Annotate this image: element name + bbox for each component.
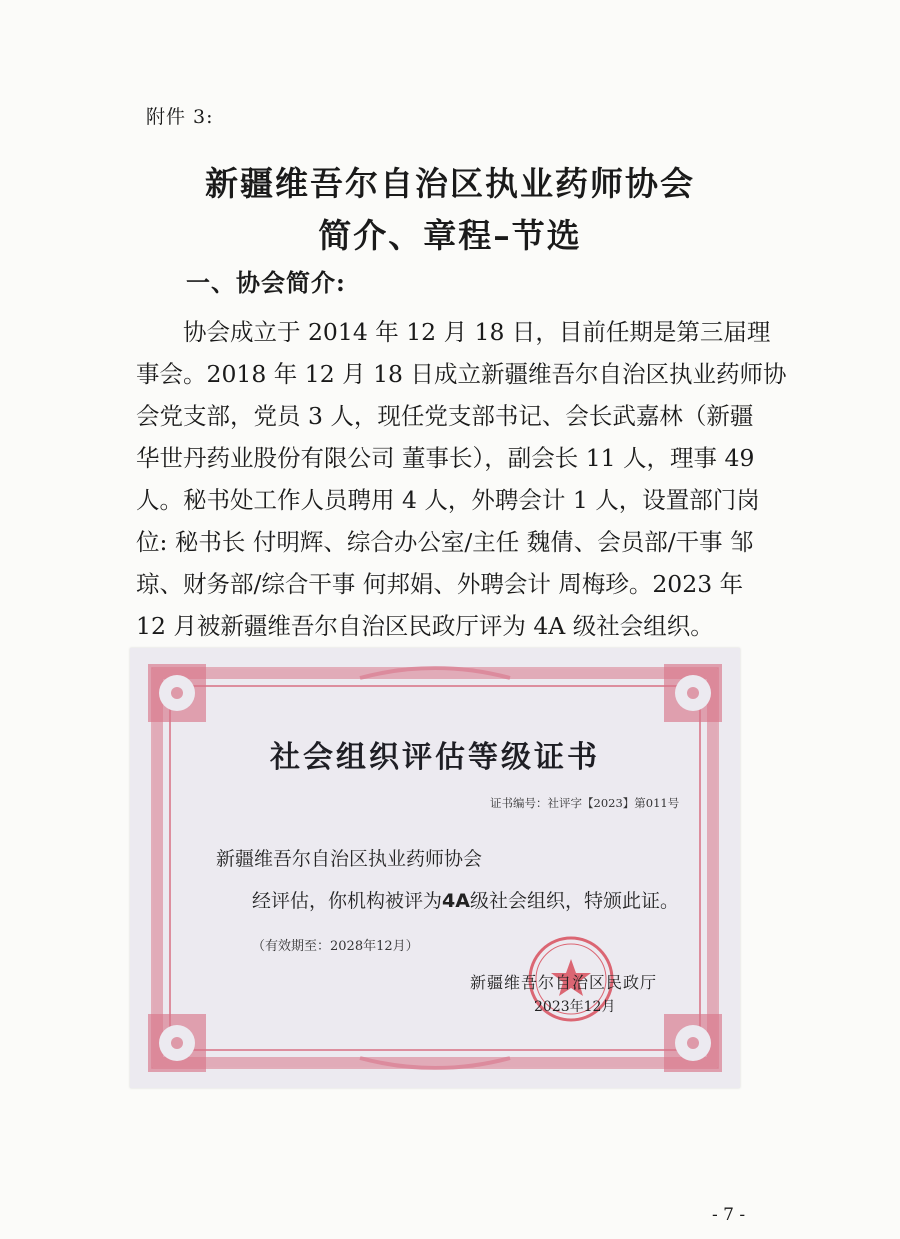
- statement-suffix: 级社会组织，特颁此证。: [469, 890, 679, 912]
- certificate-organization: 新疆维吾尔自治区执业药师协会: [216, 848, 483, 870]
- statement-prefix: 经评估，你机构被评为: [252, 890, 443, 912]
- section-heading: 一、协会简介:: [186, 268, 346, 297]
- intro-line: 琼、财务部/综合干事 何邦娟、外聘会计 周梅珍。2023 年: [136, 570, 744, 598]
- certificate-title: 社会组织评估等级证书: [270, 740, 600, 775]
- intro-line: 协会成立于 2014 年 12 月 18 日，目前任期是第三届理: [136, 318, 771, 346]
- certificate-date: 2023年12月: [534, 999, 616, 1015]
- certificate-validity: （有效期至：2028年12月）: [252, 939, 419, 954]
- intro-line: 位: 秘书长 付明辉、综合办公室/主任 魏倩、会员部/干事 邹: [136, 528, 754, 556]
- document-title-line2: 简介、章程–节选: [318, 216, 582, 255]
- intro-line: 人。秘书处工作人员聘用 4 人，外聘会计 1 人，设置部门岗: [136, 486, 760, 514]
- document-title-line1: 新疆维吾尔自治区执业药师协会: [205, 164, 695, 203]
- intro-line: 会党支部，党员 3 人，现任党支部书记、会长武嘉林（新疆: [136, 402, 754, 430]
- attachment-label: 附件 3:: [146, 106, 214, 128]
- intro-line: 12 月被新疆维吾尔自治区民政厅评为 4A 级社会组织。: [136, 612, 714, 640]
- certificate-statement: [252, 886, 679, 913]
- certificate-number: 证书编号：社评字【2023】第011号: [490, 796, 680, 810]
- certificate-grade: 4A: [442, 890, 470, 912]
- page-number: - 7 -: [712, 1205, 746, 1225]
- certificate-issuer: 新疆维吾尔自治区民政厅: [470, 973, 658, 992]
- intro-line: 华世丹药业股份有限公司 董事长），副会长 11 人，理事 49: [136, 444, 755, 472]
- intro-line: 事会。2018 年 12 月 18 日成立新疆维吾尔自治区执业药师协: [136, 360, 787, 388]
- certificate-photo: [130, 648, 740, 1088]
